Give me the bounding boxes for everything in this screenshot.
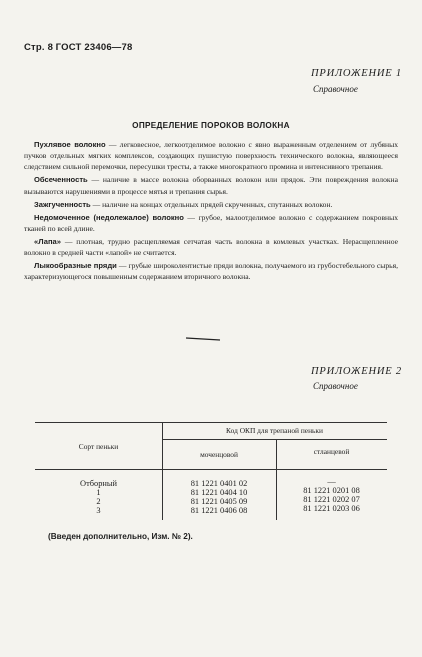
definition-text: — наличие в массе волокна оборванных волокон или прядок. Эти повреждения волокна вызываются нарушениями в процессе мятья и трепания сырья. <box>24 175 398 196</box>
definition-text: — грубые широколентистые пряди волокна, получаемого из грубостебельного сырья, характеризующегося повышенным содержанием вторичного волокна. <box>24 261 398 282</box>
standard-code: ГОСТ 23406—78 <box>55 42 133 53</box>
definition-text: — грубое, малоотделимое волокно с содержанием покровных тканей по всей длине. <box>24 212 398 233</box>
definition-paragraph <box>24 236 398 258</box>
amendment-note: (Введен дополнительно, Изм. № 2). <box>48 532 193 541</box>
definition-term: Пухлявое волокно <box>34 140 106 149</box>
definition-paragraph <box>24 199 398 210</box>
table-cell-soaked: 81 1221 0406 08 <box>190 506 248 515</box>
table-rule-group <box>162 439 387 440</box>
okp-code-table <box>35 422 387 520</box>
section-title: ОПРЕДЕЛЕНИЕ ПОРОКОВ ВОЛОКНА <box>132 121 290 130</box>
table-rule-header <box>35 469 387 470</box>
definition-text: — легковесное, легкоотделимое волокно с явно выраженным отделением от лубяных пучков отдельных мягких комплексов, создающих пушистую поверхность технического волокна, являющееся следствием сильной перемочки, пересушки тресты, а также многократного промина и интенсивного трепания. <box>24 140 399 172</box>
table-cell-soaked: 81 1221 0405 09 <box>190 497 248 506</box>
appendix-1-title: ПРИЛОЖЕНИЕ 1 <box>311 68 402 79</box>
table-cell-dew: 81 1221 0203 06 <box>303 504 360 513</box>
table-header-dew: стланцевой <box>313 447 350 456</box>
page-header <box>24 42 132 53</box>
table-cell-grade: Отборный <box>80 479 117 488</box>
table-header-soaked: моченцовой <box>200 450 238 459</box>
definition-paragraph <box>24 212 398 234</box>
definition-paragraph <box>24 174 398 196</box>
table-header-grade: Сорт пеньки <box>78 442 119 451</box>
definition-term: «Лапа» <box>34 236 61 246</box>
definition-term: Обсеченность <box>34 175 88 185</box>
section-end-mark <box>186 336 222 342</box>
table-cell-dew: — <box>327 477 336 486</box>
table-cell-soaked: 81 1221 0401 02 <box>190 479 248 488</box>
definition-term: Лыкообразные пряди <box>34 261 117 271</box>
table-cell-dew: 81 1221 0201 08 <box>303 486 360 495</box>
page-number: Стр. 8 <box>24 42 54 53</box>
table-cell-dew: 81 1221 0202 07 <box>303 495 360 504</box>
definition-term: Недомоченное (недолежалое) волокно <box>34 212 184 222</box>
appendix-1-subtitle: Справочное <box>313 84 358 94</box>
table-cell-soaked: 81 1221 0404 10 <box>190 488 248 497</box>
table-cell-grade: 2 <box>96 497 101 506</box>
definition-paragraph <box>24 139 398 173</box>
definitions-list <box>24 139 398 284</box>
appendix-2-subtitle: Справочное <box>313 381 358 391</box>
appendix-2-title: ПРИЛОЖЕНИЕ 2 <box>311 366 402 377</box>
table-cell-grade: 1 <box>96 488 101 497</box>
table-header-group: Код ОКП для трепаной пеньки <box>226 426 323 435</box>
table-cell-grade: 3 <box>96 506 101 515</box>
definition-term: Зажгученность <box>34 199 91 209</box>
definition-paragraph <box>24 260 398 282</box>
definition-text: — наличие на концах отдельных прядей скрученных, спутанных волокон. <box>90 199 333 209</box>
definition-text: — плотная, трудно расщепляемая сетчатая часть волокна в комлевых участках. Нерасщепленное волокно в средней части «лапой» не считается. <box>24 236 398 258</box>
table-rule-top <box>35 422 387 423</box>
